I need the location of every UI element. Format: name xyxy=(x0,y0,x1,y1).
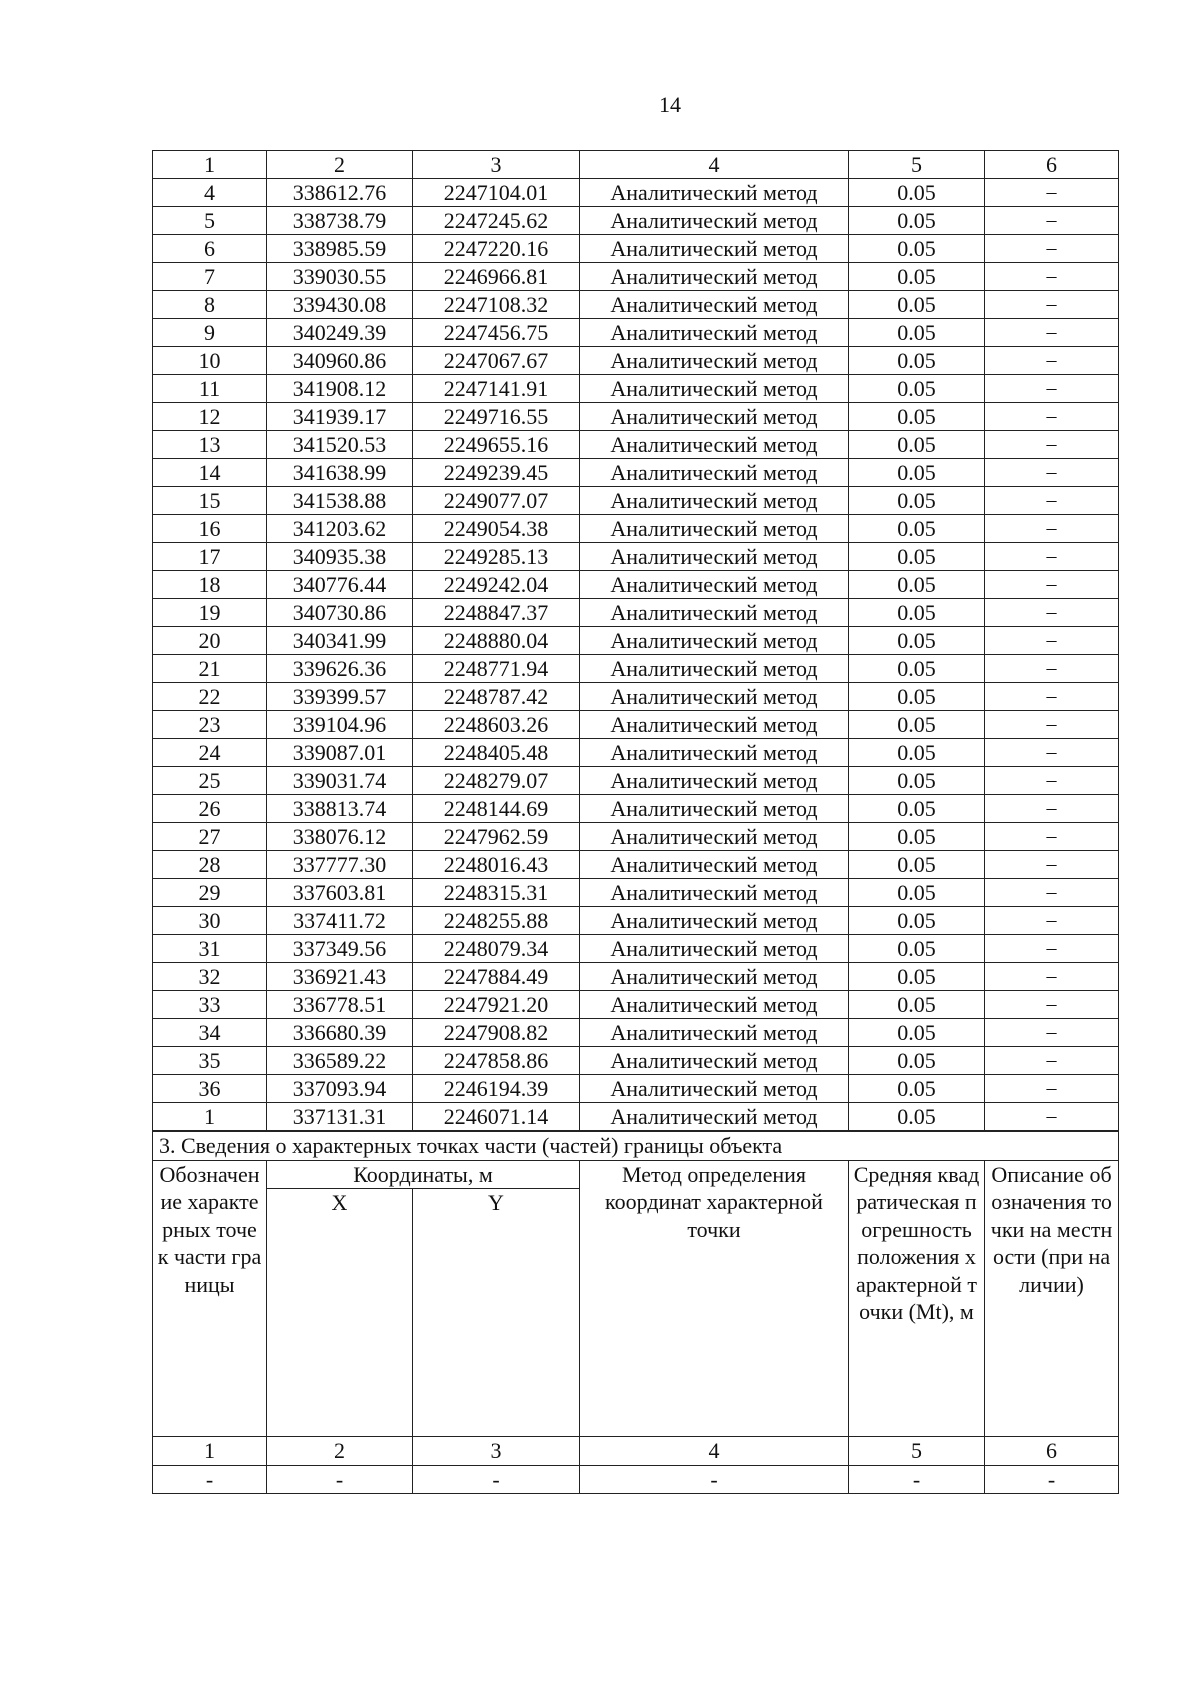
section3-title: 3. Сведения о характерных точках части (частей) границы объекта xyxy=(153,1132,1119,1161)
table-row xyxy=(153,1075,1119,1103)
y-coordinate-cell: 2248603.26 xyxy=(413,711,580,739)
x-label: X xyxy=(331,1190,348,1215)
point-number-cell: 5 xyxy=(153,207,267,235)
y-coordinate-cell: 2249239.45 xyxy=(413,459,580,487)
x-coordinate-cell: 336680.39 xyxy=(267,1019,413,1047)
mean-error-cell: 0.05 xyxy=(849,375,985,403)
empty-cell: - xyxy=(267,1465,413,1494)
mean-error-cell: 0.05 xyxy=(849,431,985,459)
point-number-cell: 36 xyxy=(153,1075,267,1103)
point-number-cell: 16 xyxy=(153,515,267,543)
description-label: Описание обозначения точки на местности (при наличии) xyxy=(990,1161,1113,1297)
point-number-cell: 26 xyxy=(153,795,267,823)
method-cell: Аналитический метод xyxy=(580,879,849,907)
description-cell: – xyxy=(985,907,1119,935)
table-row xyxy=(153,767,1119,795)
y-header xyxy=(413,1189,580,1437)
point-number-cell: 33 xyxy=(153,991,267,1019)
mean-error-cell: 0.05 xyxy=(849,823,985,851)
y-coordinate-cell: 2248771.94 xyxy=(413,655,580,683)
point-number-cell: 20 xyxy=(153,627,267,655)
column-number-cell: 5 xyxy=(849,151,985,179)
y-coordinate-cell: 2247104.01 xyxy=(413,179,580,207)
description-cell: – xyxy=(985,1047,1119,1075)
empty-cell: - xyxy=(985,1465,1119,1494)
empty-cell: - xyxy=(580,1465,849,1494)
point-number-cell: 14 xyxy=(153,459,267,487)
x-coordinate-cell: 337093.94 xyxy=(267,1075,413,1103)
x-coordinate-cell: 341520.53 xyxy=(267,431,413,459)
x-coordinate-cell: 336921.43 xyxy=(267,963,413,991)
coordinates-document xyxy=(152,150,1118,1494)
point-number-cell: 11 xyxy=(153,375,267,403)
table-row xyxy=(153,375,1119,403)
description-cell: – xyxy=(985,431,1119,459)
x-coordinate-cell: 340341.99 xyxy=(267,627,413,655)
y-coordinate-cell: 2247141.91 xyxy=(413,375,580,403)
mean-error-cell: 0.05 xyxy=(849,1075,985,1103)
empty-cell: - xyxy=(413,1465,580,1494)
table-row xyxy=(153,263,1119,291)
point-number-cell: 18 xyxy=(153,571,267,599)
point-number-cell: 32 xyxy=(153,963,267,991)
y-coordinate-cell: 2249054.38 xyxy=(413,515,580,543)
point-designation-header xyxy=(153,1160,267,1437)
y-coordinate-cell: 2248255.88 xyxy=(413,907,580,935)
column-number-row xyxy=(153,151,1119,179)
method-cell: Аналитический метод xyxy=(580,319,849,347)
table-row xyxy=(153,655,1119,683)
method-cell: Аналитический метод xyxy=(580,403,849,431)
method-cell: Аналитический метод xyxy=(580,739,849,767)
mean-error-cell: 0.05 xyxy=(849,487,985,515)
point-number-cell: 27 xyxy=(153,823,267,851)
description-cell: – xyxy=(985,515,1119,543)
x-coordinate-cell: 339399.57 xyxy=(267,683,413,711)
y-coordinate-cell: 2248279.07 xyxy=(413,767,580,795)
table-row xyxy=(153,571,1119,599)
table-row xyxy=(153,515,1119,543)
x-coordinate-cell: 341638.99 xyxy=(267,459,413,487)
section3-empty-row xyxy=(153,1465,1119,1494)
description-cell: – xyxy=(985,935,1119,963)
description-cell: – xyxy=(985,823,1119,851)
empty-cell: - xyxy=(153,1465,267,1494)
point-number-cell: 7 xyxy=(153,263,267,291)
y-coordinate-cell: 2247908.82 xyxy=(413,1019,580,1047)
method-cell: Аналитический метод xyxy=(580,1075,849,1103)
method-cell: Аналитический метод xyxy=(580,543,849,571)
point-number-cell: 30 xyxy=(153,907,267,935)
method-cell: Аналитический метод xyxy=(580,291,849,319)
point-number-cell: 22 xyxy=(153,683,267,711)
mean-error-cell: 0.05 xyxy=(849,711,985,739)
point-number-cell: 6 xyxy=(153,235,267,263)
mean-error-cell: 0.05 xyxy=(849,347,985,375)
y-coordinate-cell: 2249077.07 xyxy=(413,487,580,515)
method-cell: Аналитический метод xyxy=(580,991,849,1019)
description-cell: – xyxy=(985,963,1119,991)
page-number: 14 xyxy=(659,92,681,117)
y-coordinate-cell: 2249285.13 xyxy=(413,543,580,571)
x-coordinate-cell: 336778.51 xyxy=(267,991,413,1019)
mean-error-cell: 0.05 xyxy=(849,319,985,347)
mean-error-cell: 0.05 xyxy=(849,683,985,711)
table-row xyxy=(153,403,1119,431)
x-coordinate-cell: 338612.76 xyxy=(267,179,413,207)
number-cell: 1 xyxy=(153,1437,267,1466)
y-coordinate-cell: 2246966.81 xyxy=(413,263,580,291)
point-number-cell: 35 xyxy=(153,1047,267,1075)
x-coordinate-cell: 339087.01 xyxy=(267,739,413,767)
x-coordinate-cell: 341538.88 xyxy=(267,487,413,515)
description-cell: – xyxy=(985,683,1119,711)
y-coordinate-cell: 2248847.37 xyxy=(413,599,580,627)
point-number-cell: 1 xyxy=(153,1103,267,1131)
point-number-cell: 24 xyxy=(153,739,267,767)
table-row xyxy=(153,935,1119,963)
description-cell: – xyxy=(985,739,1119,767)
description-cell: – xyxy=(985,263,1119,291)
column-number-cell: 2 xyxy=(267,151,413,179)
description-cell: – xyxy=(985,403,1119,431)
description-cell: – xyxy=(985,459,1119,487)
method-cell: Аналитический метод xyxy=(580,515,849,543)
method-cell: Аналитический метод xyxy=(580,795,849,823)
x-coordinate-cell: 338985.59 xyxy=(267,235,413,263)
description-cell: – xyxy=(985,487,1119,515)
table-row xyxy=(153,207,1119,235)
table-row xyxy=(153,795,1119,823)
mean-error-cell: 0.05 xyxy=(849,963,985,991)
mean-error-cell: 0.05 xyxy=(849,207,985,235)
mean-error-cell: 0.05 xyxy=(849,907,985,935)
method-cell: Аналитический метод xyxy=(580,599,849,627)
x-coordinate-cell: 339031.74 xyxy=(267,767,413,795)
x-coordinate-cell: 340730.86 xyxy=(267,599,413,627)
point-number-cell: 8 xyxy=(153,291,267,319)
point-number-cell: 12 xyxy=(153,403,267,431)
coordinates-header: Координаты, м xyxy=(267,1160,580,1189)
description-cell: – xyxy=(985,599,1119,627)
table-row xyxy=(153,683,1119,711)
method-cell: Аналитический метод xyxy=(580,683,849,711)
description-cell: – xyxy=(985,1075,1119,1103)
mean-error-cell: 0.05 xyxy=(849,235,985,263)
point-number-cell: 34 xyxy=(153,1019,267,1047)
method-cell: Аналитический метод xyxy=(580,907,849,935)
description-cell: – xyxy=(985,291,1119,319)
point-number-cell: 31 xyxy=(153,935,267,963)
x-coordinate-cell: 339104.96 xyxy=(267,711,413,739)
table-row xyxy=(153,319,1119,347)
number-cell: 6 xyxy=(985,1437,1119,1466)
x-coordinate-cell: 340935.38 xyxy=(267,543,413,571)
description-cell: – xyxy=(985,347,1119,375)
table-row xyxy=(153,543,1119,571)
mean-error-cell: 0.05 xyxy=(849,739,985,767)
y-coordinate-cell: 2248787.42 xyxy=(413,683,580,711)
section3-number-row xyxy=(153,1437,1119,1466)
x-coordinate-cell: 341908.12 xyxy=(267,375,413,403)
y-coordinate-cell: 2248016.43 xyxy=(413,851,580,879)
y-coordinate-cell: 2249716.55 xyxy=(413,403,580,431)
description-cell: – xyxy=(985,319,1119,347)
method-cell: Аналитический метод xyxy=(580,1019,849,1047)
method-cell: Аналитический метод xyxy=(580,571,849,599)
y-coordinate-cell: 2247067.67 xyxy=(413,347,580,375)
table-row xyxy=(153,907,1119,935)
y-coordinate-cell: 2247220.16 xyxy=(413,235,580,263)
x-coordinate-cell: 337349.56 xyxy=(267,935,413,963)
y-coordinate-cell: 2249242.04 xyxy=(413,571,580,599)
mean-error-cell: 0.05 xyxy=(849,627,985,655)
x-coordinate-cell: 339626.36 xyxy=(267,655,413,683)
method-cell: Аналитический метод xyxy=(580,627,849,655)
table-row xyxy=(153,1103,1119,1131)
y-coordinate-cell: 2248144.69 xyxy=(413,795,580,823)
table-row xyxy=(153,431,1119,459)
description-cell: – xyxy=(985,711,1119,739)
mean-error-cell: 0.05 xyxy=(849,599,985,627)
mean-error-cell: 0.05 xyxy=(849,879,985,907)
method-cell: Аналитический метод xyxy=(580,823,849,851)
number-cell: 3 xyxy=(413,1437,580,1466)
table-row xyxy=(153,711,1119,739)
x-coordinate-cell: 341939.17 xyxy=(267,403,413,431)
description-cell: – xyxy=(985,543,1119,571)
x-coordinate-cell: 337603.81 xyxy=(267,879,413,907)
number-cell: 2 xyxy=(267,1437,413,1466)
mean-error-cell: 0.05 xyxy=(849,263,985,291)
empty-cell: - xyxy=(849,1465,985,1494)
table-row xyxy=(153,963,1119,991)
description-cell: – xyxy=(985,1019,1119,1047)
column-number-cell: 4 xyxy=(580,151,849,179)
mean-error-cell: 0.05 xyxy=(849,655,985,683)
points-table xyxy=(152,150,1119,1131)
method-cell: Аналитический метод xyxy=(580,767,849,795)
table-row xyxy=(153,851,1119,879)
x-coordinate-cell: 341203.62 xyxy=(267,515,413,543)
description-cell: – xyxy=(985,879,1119,907)
table-row xyxy=(153,879,1119,907)
x-coordinate-cell: 338076.12 xyxy=(267,823,413,851)
x-coordinate-cell: 338813.74 xyxy=(267,795,413,823)
x-coordinate-cell: 337411.72 xyxy=(267,907,413,935)
method-cell: Аналитический метод xyxy=(580,207,849,235)
description-cell: – xyxy=(985,627,1119,655)
y-coordinate-cell: 2247108.32 xyxy=(413,291,580,319)
table-row xyxy=(153,487,1119,515)
description-cell: – xyxy=(985,235,1119,263)
method-cell: Аналитический метод xyxy=(580,935,849,963)
mean-error-cell: 0.05 xyxy=(849,459,985,487)
y-coordinate-cell: 2248880.04 xyxy=(413,627,580,655)
y-coordinate-cell: 2247962.59 xyxy=(413,823,580,851)
point-designation-label: Обозначение характерных точек части границы xyxy=(157,1161,262,1297)
x-header xyxy=(267,1189,413,1437)
table-row xyxy=(153,347,1119,375)
method-cell: Аналитический метод xyxy=(580,431,849,459)
point-number-cell: 21 xyxy=(153,655,267,683)
mean-error-cell: 0.05 xyxy=(849,1103,985,1131)
table-row xyxy=(153,179,1119,207)
mean-error-cell: 0.05 xyxy=(849,571,985,599)
x-coordinate-cell: 337777.30 xyxy=(267,851,413,879)
method-cell: Аналитический метод xyxy=(580,375,849,403)
method-label: Метод определения координат характерной точки xyxy=(605,1161,823,1242)
y-coordinate-cell: 2247858.86 xyxy=(413,1047,580,1075)
point-number-cell: 10 xyxy=(153,347,267,375)
number-cell: 5 xyxy=(849,1437,985,1466)
point-number-cell: 28 xyxy=(153,851,267,879)
point-number-cell: 17 xyxy=(153,543,267,571)
description-cell: – xyxy=(985,571,1119,599)
description-cell: – xyxy=(985,991,1119,1019)
mean-error-cell: 0.05 xyxy=(849,767,985,795)
x-coordinate-cell: 340776.44 xyxy=(267,571,413,599)
table-row xyxy=(153,235,1119,263)
y-coordinate-cell: 2247245.62 xyxy=(413,207,580,235)
method-cell: Аналитический метод xyxy=(580,655,849,683)
x-coordinate-cell: 339430.08 xyxy=(267,291,413,319)
table-row xyxy=(153,291,1119,319)
table-row xyxy=(153,991,1119,1019)
y-coordinate-cell: 2247456.75 xyxy=(413,319,580,347)
mean-error-cell: 0.05 xyxy=(849,795,985,823)
x-coordinate-cell: 337131.31 xyxy=(267,1103,413,1131)
x-coordinate-cell: 336589.22 xyxy=(267,1047,413,1075)
description-cell: – xyxy=(985,375,1119,403)
mean-error-cell: 0.05 xyxy=(849,851,985,879)
description-cell: – xyxy=(985,795,1119,823)
mean-error-cell: 0.05 xyxy=(849,1047,985,1075)
y-coordinate-cell: 2249655.16 xyxy=(413,431,580,459)
description-cell: – xyxy=(985,655,1119,683)
table-row xyxy=(153,823,1119,851)
y-coordinate-cell: 2246194.39 xyxy=(413,1075,580,1103)
method-cell: Аналитический метод xyxy=(580,487,849,515)
description-cell: – xyxy=(985,767,1119,795)
method-cell: Аналитический метод xyxy=(580,179,849,207)
number-cell: 4 xyxy=(580,1437,849,1466)
table-row xyxy=(153,1047,1119,1075)
table-row xyxy=(153,627,1119,655)
method-cell: Аналитический метод xyxy=(580,347,849,375)
point-number-cell: 13 xyxy=(153,431,267,459)
table-row xyxy=(153,599,1119,627)
column-number-cell: 1 xyxy=(153,151,267,179)
point-number-cell: 25 xyxy=(153,767,267,795)
mean-error-cell: 0.05 xyxy=(849,179,985,207)
point-number-cell: 23 xyxy=(153,711,267,739)
method-header xyxy=(580,1160,849,1437)
error-header xyxy=(849,1160,985,1437)
method-cell: Аналитический метод xyxy=(580,963,849,991)
mean-error-cell: 0.05 xyxy=(849,991,985,1019)
mean-error-cell: 0.05 xyxy=(849,403,985,431)
column-number-cell: 3 xyxy=(413,151,580,179)
mean-error-cell: 0.05 xyxy=(849,515,985,543)
x-coordinate-cell: 338738.79 xyxy=(267,207,413,235)
description-cell: – xyxy=(985,179,1119,207)
x-coordinate-cell: 340249.39 xyxy=(267,319,413,347)
y-coordinate-cell: 2248405.48 xyxy=(413,739,580,767)
method-cell: Аналитический метод xyxy=(580,711,849,739)
y-coordinate-cell: 2247884.49 xyxy=(413,963,580,991)
method-cell: Аналитический метод xyxy=(580,459,849,487)
description-cell: – xyxy=(985,851,1119,879)
point-number-cell: 15 xyxy=(153,487,267,515)
table-row xyxy=(153,459,1119,487)
column-number-cell: 6 xyxy=(985,151,1119,179)
table-row xyxy=(153,1019,1119,1047)
description-cell: – xyxy=(985,1103,1119,1131)
mean-error-cell: 0.05 xyxy=(849,291,985,319)
section3-table xyxy=(152,1131,1119,1494)
point-number-cell: 4 xyxy=(153,179,267,207)
table-row xyxy=(153,739,1119,767)
error-label: Средняя квадратическая погрешность положения характерной точки (Mt), м xyxy=(853,1161,980,1324)
y-coordinate-cell: 2247921.20 xyxy=(413,991,580,1019)
y-coordinate-cell: 2248079.34 xyxy=(413,935,580,963)
description-cell: – xyxy=(985,207,1119,235)
point-number-cell: 19 xyxy=(153,599,267,627)
x-coordinate-cell: 339030.55 xyxy=(267,263,413,291)
method-cell: Аналитический метод xyxy=(580,851,849,879)
method-cell: Аналитический метод xyxy=(580,1047,849,1075)
method-cell: Аналитический метод xyxy=(580,1103,849,1131)
point-number-cell: 9 xyxy=(153,319,267,347)
mean-error-cell: 0.05 xyxy=(849,1019,985,1047)
method-cell: Аналитический метод xyxy=(580,263,849,291)
description-header xyxy=(985,1160,1119,1437)
mean-error-cell: 0.05 xyxy=(849,543,985,571)
point-number-cell: 29 xyxy=(153,879,267,907)
method-cell: Аналитический метод xyxy=(580,235,849,263)
y-label: Y xyxy=(488,1190,504,1215)
y-coordinate-cell: 2246071.14 xyxy=(413,1103,580,1131)
y-coordinate-cell: 2248315.31 xyxy=(413,879,580,907)
mean-error-cell: 0.05 xyxy=(849,935,985,963)
x-coordinate-cell: 340960.86 xyxy=(267,347,413,375)
